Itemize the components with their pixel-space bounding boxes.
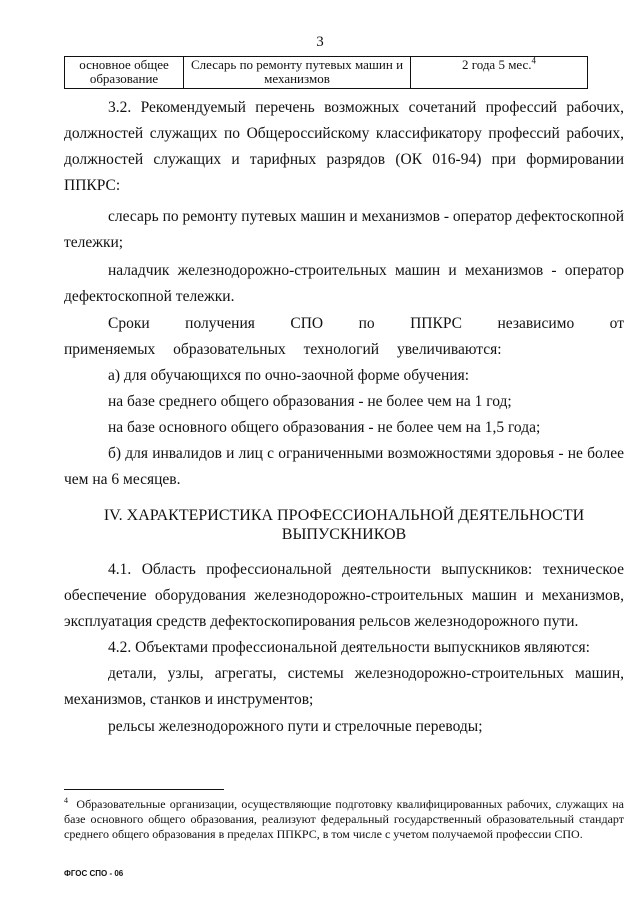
section-heading [64, 506, 624, 544]
heading-line-2: ВЫПУСКНИКОВ [281, 526, 407, 543]
page-number: 3 [316, 34, 324, 50]
term-a1: на базе среднего общего образования - не более чем на 1 год; [108, 393, 512, 410]
heading-line-1: IV. ХАРАКТЕРИСТИКА ПРОФЕССИОНАЛЬНОЙ ДЕЯТЕЛЬНОСТИ [103, 507, 585, 524]
footnote-divider [64, 789, 224, 790]
table-cell-education-level: основное общее образование [65, 57, 184, 89]
terms-paragraph: Сроки получения СПО по ППКРС независимо от применяемых образовательных технологий увеличиваются: [64, 315, 624, 358]
footnote-marker: 4 [64, 796, 68, 805]
combination-item-1: слесарь по ремонту путевых машин и механизмов - оператор дефектоскопной тележки; [64, 208, 624, 251]
duration-text: 2 года 5 мес. [461, 57, 532, 72]
term-b: б) для инвалидов и лиц с ограниченными возможностями здоровья - не более чем на 6 месяцев. [64, 445, 624, 488]
footnote-text: Образовательные организации, осуществляющие подготовку квалифицированных рабочих, служащих на базе основного общего образования, реализуют федеральный государственный образовательный стандарт среднего общего образования в пределах ППКРС, в том числе с учетом получаемой профессии СПО. [64, 797, 625, 841]
paragraph-4-2: 4.2. Объектами профессиональной деятельности выпускников являются: [108, 639, 590, 656]
paragraph-4-1: 4.1. Область профессиональной деятельности выпускников: техническое обеспечение оборудования железнодорожно-строительных машин и механизмов, эксплуатация средств дефектоскопирования рельсов железнодорожного пути. [64, 561, 624, 630]
table-cell-duration [411, 57, 588, 89]
combination-item-2: наладчик железнодорожно-строительных машин и механизмов - оператор дефектоскопной тележки. [64, 262, 624, 305]
term-a: а) для обучающихся по очно-заочной форме обучения: [108, 367, 470, 384]
table-row [65, 57, 588, 89]
qualification-table [64, 56, 588, 89]
paragraph-3-2: 3.2. Рекомендуемый перечень возможных сочетаний профессий рабочих, должностей служащих по Общероссийскому классификатору профессий рабочих, должностей служащих и тарифных разрядов (ОК 016-94) при формировании ППКРС: [64, 99, 624, 194]
footnote [64, 797, 624, 842]
footnote-ref: 4 [531, 55, 537, 66]
object-item-2: рельсы железнодорожного пути и стрелочные переводы; [108, 718, 483, 735]
document-code: ФГОС СПО - 06 [64, 869, 124, 878]
object-item-1: детали, узлы, агрегаты, системы железнодорожно-строительных машин, механизмов, станков и инструментов; [64, 665, 624, 708]
table-cell-profession: Слесарь по ремонту путевых машин и механизмов [184, 57, 411, 89]
term-a2: на базе основного общего образования - не более чем на 1,5 года; [108, 419, 541, 436]
